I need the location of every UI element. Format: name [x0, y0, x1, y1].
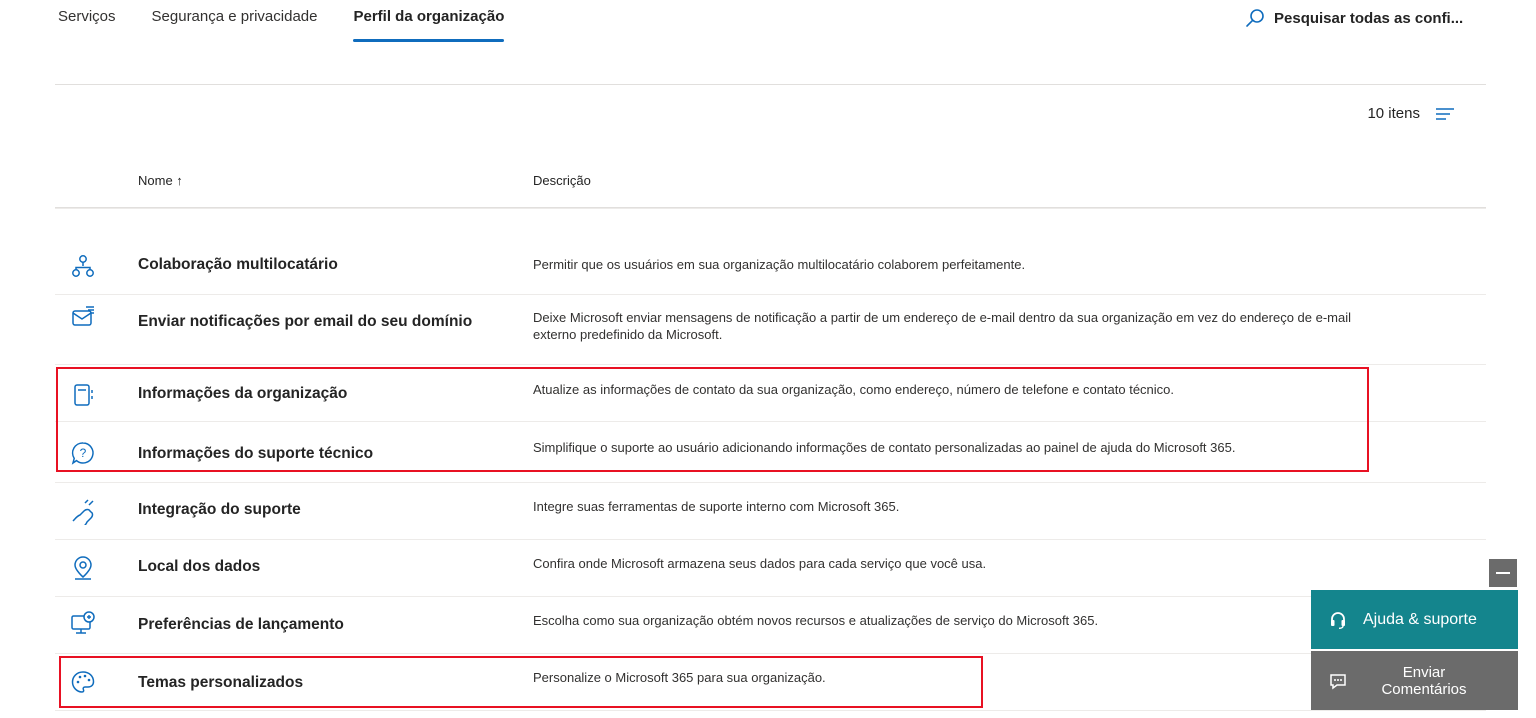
filter-list-icon[interactable] — [1434, 106, 1456, 122]
tab-perfil-organizacao[interactable]: Perfil da organização — [353, 0, 504, 42]
row-description: Permitir que os usuários em sua organização multilocatário colaborem perfeitamente. — [533, 257, 1026, 272]
contact-card-icon — [69, 381, 97, 409]
help-bubble-icon — [69, 439, 97, 467]
location-icon — [69, 554, 97, 582]
row-name: Local dos dados — [138, 558, 261, 575]
custom-tiles-icon — [69, 208, 97, 209]
row-description: Personalize o Microsoft 365 para sua organização. — [533, 670, 826, 685]
item-count: 10 itens — [1367, 105, 1420, 122]
feedback-icon — [1329, 672, 1347, 690]
table-row[interactable] — [55, 540, 1486, 597]
table-row[interactable] — [55, 654, 1486, 711]
table-row[interactable] — [55, 295, 1486, 365]
row-description: Escolha como sua organização obtém novos recursos e atualizações de serviço do Microsoft 365. — [533, 613, 1099, 628]
palette-icon — [69, 668, 97, 696]
feedback-label-line1: Enviar — [1402, 663, 1446, 681]
table-header — [55, 170, 1486, 208]
column-header-name[interactable]: Nome ↑ — [138, 173, 183, 188]
settings-list — [55, 208, 1486, 718]
table-row[interactable] — [55, 422, 1486, 483]
help-support-button[interactable] — [1311, 590, 1518, 649]
plug-icon — [69, 497, 97, 525]
org-chart-icon — [69, 252, 97, 280]
column-header-description: Descrição — [533, 173, 591, 188]
mail-icon — [69, 303, 97, 331]
table-row[interactable] — [55, 483, 1486, 540]
row-description: Atualize as informações de contato da sua organização, como endereço, número de telefone e contato técnico. — [533, 382, 1175, 397]
search-icon — [1245, 8, 1265, 28]
help-support-label: Ajuda & suporte — [1363, 610, 1477, 628]
row-name: Informações do suporte técnico — [138, 445, 374, 462]
row-name: Integração do suporte — [138, 501, 301, 518]
row-description: Simplifique o suporte ao usuário adicionando informações de contato personalizadas ao painel de ajuda do Microsoft 365. — [533, 440, 1236, 455]
send-feedback-button[interactable] — [1311, 651, 1518, 710]
minimize-help-button[interactable] — [1489, 559, 1517, 587]
feedback-label — [1369, 664, 1479, 698]
table-row[interactable] — [55, 238, 1486, 295]
row-description: Integre suas ferramentas de suporte interno com Microsoft 365. — [533, 499, 900, 514]
row-description: Confira onde Microsoft armazena seus dados para cada serviço que você usa. — [533, 556, 987, 571]
tab-servicos[interactable]: Serviços — [58, 8, 116, 25]
svg-text:?: ? — [79, 446, 87, 460]
feedback-label-line2: Comentários — [1381, 680, 1467, 698]
row-name: Temas personalizados — [138, 674, 304, 691]
search-label: Pesquisar todas as confi... — [1274, 9, 1464, 27]
row-description: Deixe Microsoft enviar mensagens de notificação a partir de um endereço de e-mail dentro da sua organização em vez do endereço de e-mail externo predefinido da Microsoft. — [533, 310, 1352, 342]
row-name: Enviar notificações por email do seu domínio — [138, 313, 473, 330]
headset-icon — [1329, 611, 1347, 629]
row-name: Colaboração multilocatário — [138, 256, 338, 273]
item-count-bar — [1367, 105, 1456, 122]
release-monitor-icon — [69, 609, 97, 637]
row-name: Preferências de lançamento — [138, 616, 344, 633]
table-row[interactable] — [55, 208, 1486, 209]
search-all-settings-button[interactable] — [1245, 8, 1463, 28]
table-row[interactable] — [55, 597, 1486, 654]
settings-tabs — [58, 0, 540, 42]
table-row[interactable] — [55, 365, 1486, 422]
row-name: Informações da organização — [138, 385, 348, 402]
tab-seguranca-privacidade[interactable]: Segurança e privacidade — [151, 8, 318, 25]
header-divider — [55, 84, 1486, 85]
